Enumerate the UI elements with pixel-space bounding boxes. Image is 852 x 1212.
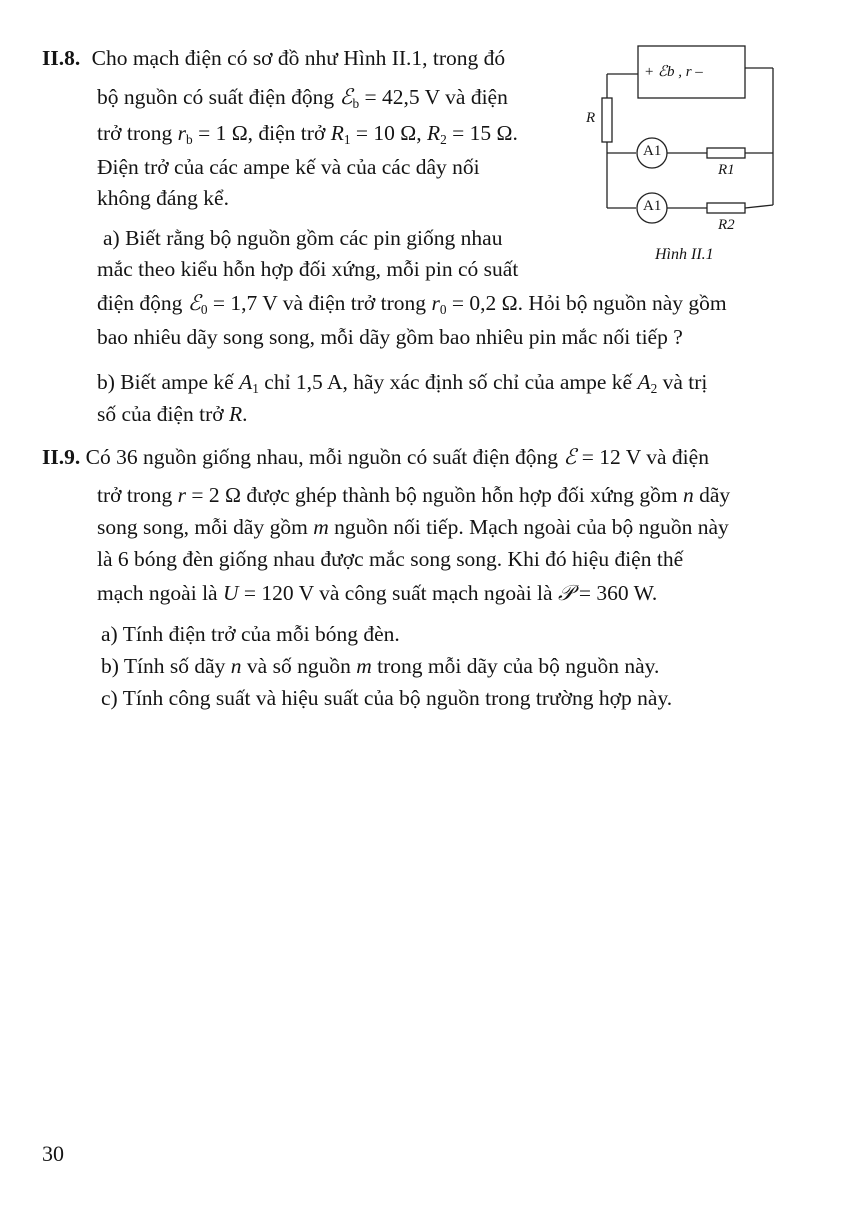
problem-number: II.8.	[42, 46, 81, 70]
resistor-R1	[707, 148, 745, 158]
ammeter-2-label: A1	[643, 198, 662, 214]
source-label: + ℰb , r –	[644, 64, 703, 80]
problem-9-line5: mạch ngoài là U = 120 V và công suất mạch ngoài là 𝒫 = 360 W.	[97, 581, 658, 605]
problem-8-part-a-line1: a) Biết rằng bộ nguồn gồm các pin giống nhau	[103, 226, 503, 250]
problem-8-part-a-line4: bao nhiêu dãy song song, mỗi dãy gồm bao nhiêu pin mắc nối tiếp ?	[97, 325, 683, 349]
problem-number: II.9.	[42, 445, 81, 469]
R1-label: R1	[718, 162, 735, 178]
problem-8-line4: Điện trở của các ampe kế và của các dây nối	[97, 155, 480, 179]
R2-label: R2	[718, 217, 735, 233]
problem-8-part-b-line2: số của điện trở R.	[97, 402, 248, 426]
R-label: R	[586, 110, 596, 126]
problem-8-line1: II.8. Cho mạch điện có sơ đồ như Hình II.1, trong đó	[42, 46, 506, 70]
problem-8-line3: trở trong $r_b = 1$ Ω, điện trở $R_1 = 10$ Ω, $R_2 = 15$ Ω.	[97, 121, 518, 147]
problem-8-part-a-line2: mắc theo kiểu hỗn hợp đối xứng, mỗi pin có suất	[97, 257, 519, 281]
problem-8-line5: không đáng kể.	[97, 186, 229, 210]
problem-9-part-b: b) Tính số dãy n và số nguồn m trong mỗi dãy của bộ nguồn này.	[101, 654, 660, 678]
resistor-R2	[707, 203, 745, 213]
page-number: 30	[42, 1141, 64, 1166]
problem-9-line2: trở trong r = 2 Ω được ghép thành bộ nguồn hỗn hợp đối xứng gồm n dãy	[97, 483, 731, 507]
problem-8-part-b-line1: b) Biết ampe kế $A_1$ chỉ 1,5 A, hãy xác định số chỉ của ampe kế $A_2$ và trị	[97, 370, 708, 396]
problem-8-part-a-line3: điện động ℰ$_0$ = 1,7 V và điện trở trong $r_0 = 0,2$ Ω. Hỏi bộ nguồn này gồm	[97, 291, 727, 317]
problem-9-part-c: c) Tính công suất và hiệu suất của bộ nguồn trong trường hợp này.	[101, 686, 673, 710]
problem-9-line3: song song, mỗi dãy gồm m nguồn nối tiếp. Mạch ngoài của bộ nguồn này	[97, 515, 729, 539]
figure-caption: Hình II.1	[655, 246, 714, 263]
circuit-figure	[580, 40, 780, 280]
problem-9-line4: là 6 bóng đèn giống nhau được mắc song song. Khi đó hiệu điện thế	[97, 547, 684, 571]
problem-8-line2: bộ nguồn có suất điện động ℰ$_b$ = 42,5 V và điện	[97, 85, 508, 111]
ammeter-1-label: A1	[643, 143, 662, 159]
problem-9-part-a: a) Tính điện trở của mỗi bóng đèn.	[101, 622, 400, 646]
resistor-R	[602, 98, 612, 142]
problem-9-line1: II.9. Có 36 nguồn giống nhau, mỗi nguồn có suất điện động ℰ = 12 V và điện	[42, 445, 709, 469]
